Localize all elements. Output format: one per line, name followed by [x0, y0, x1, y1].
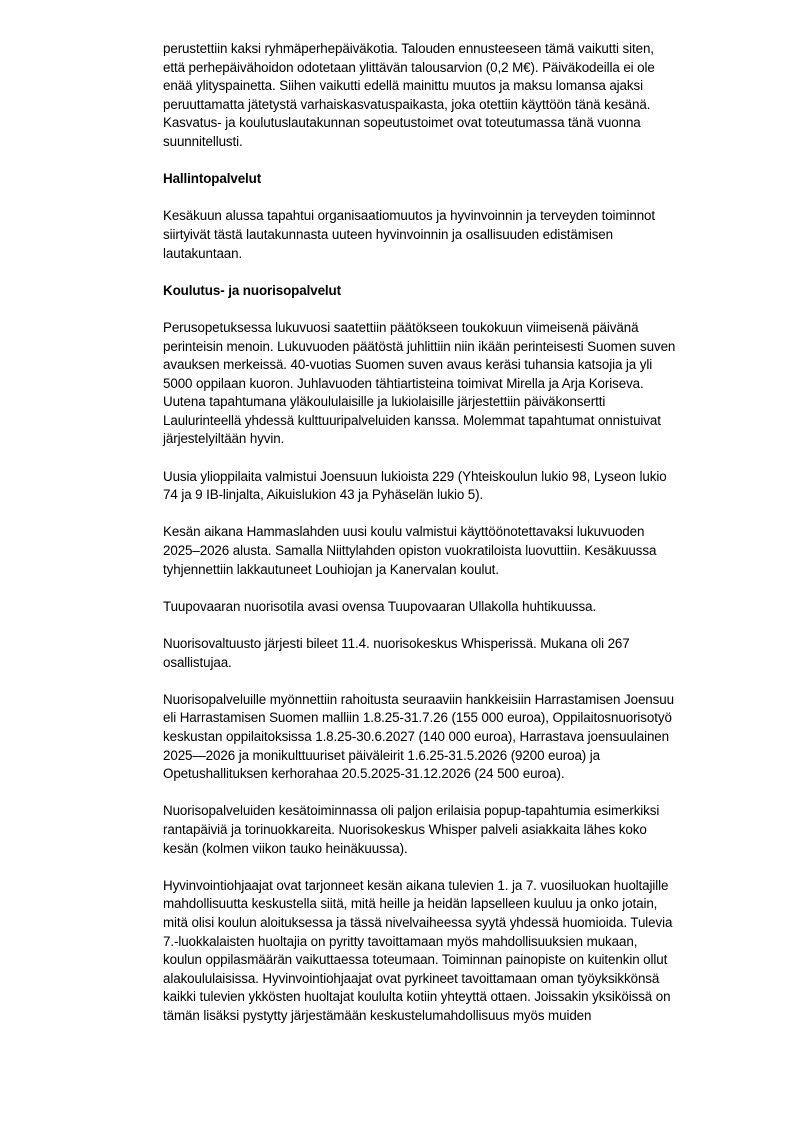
text-line: suunnitellusti. — [163, 133, 243, 149]
text-line: 2025–2026 alusta. Samalla Niittylahden opiston vuokratiloista luovuttiin. Kesäkuussa — [163, 543, 657, 559]
text-line: Laulurinteellä yhdessä kulttuuripalveluiden kanssa. Molemmat tapahtumat onnistuivat — [163, 412, 661, 428]
paragraph-kesatoiminta — [163, 802, 763, 858]
paragraph-hammaslahden-koulu — [163, 523, 763, 579]
text-line: osallistujaa. — [163, 654, 232, 670]
text-line: Kesän aikana Hammaslahden uusi koulu valmistui käyttöönotettavaksi lukuvuoden — [163, 524, 645, 540]
text-line: Uutena tapahtumana yläkoululaisille ja lukiolaisille järjestettiin päiväkonsertti — [163, 394, 606, 410]
text-line: Hyvinvointiohjaajat ovat tarjonneet kesän aikana tulevien 1. ja 7. vuosiluokan huoltajille — [163, 877, 669, 893]
text-line: Uusia ylioppilaita valmistui Joensuun lukioista 229 (Yhteiskoulun lukio 98, Lyseon lukio — [163, 468, 667, 484]
text-line: avauksen merkeissä. 40-vuotias Suomen suven avaus keräsi tuhansia katsojia ja yli — [163, 357, 653, 373]
text-line: perustettiin kaksi ryhmäperhepäiväkotia. Talouden ennusteeseen tämä vaikutti siten, — [163, 41, 654, 56]
text-line: Nuorisovaltuusto järjesti bileet 11.4. nuorisokeskus Whisperissä. Mukana oli 267 — [163, 636, 630, 651]
text-line: että perhepäivähoidon odotetaan ylittävän talousarvion (0,2 M€). Päiväkodeilla ei ole — [163, 59, 655, 75]
text-line: 7.-luokkalaisten huoltajia on pyritty tavoittamaan myös mahdollisuuksien mukaan, — [163, 933, 638, 949]
text-line: koulun oppilasmäärän vaikuttaessa toteumaan. Toiminnan painopiste on kuitenkin ollut — [163, 952, 668, 968]
text-line: kesän (kolmen viikon tauko heinäkuussa). — [163, 840, 408, 856]
text-line: rantapäiviä ja torinuokkareita. Nuorisokeskus Whisper palveli asiakkaita lähes koko — [163, 821, 647, 837]
paragraph-ryhmaperhepaivakodit — [163, 40, 763, 152]
text-line: perinteisin menoin. Lukuvuoden päätöstä juhlittiin niin ikään perinteisesti Suomen suven — [163, 338, 676, 354]
section-heading-hallintopalvelut: Hallintopalvelut — [163, 171, 262, 187]
text-line: eli Harrastamisen Suomen malliin 1.8.25-31.7.26 (155 000 euroa), Oppilaitosnuorisotyö — [163, 710, 672, 726]
text-line: enää ylityspainetta. Siihen vaikutti edellä mainittu muutos ja maksu lomansa ajaksi — [163, 78, 643, 94]
text-line: tyhjennettiin lakkautuneet Louhiojan ja Kanervalan koulut. — [163, 561, 499, 577]
text-line: Nuorisopalveluiden kesätoiminnassa oli paljon erilaisia popup-tapahtumia esimerkiksi — [163, 803, 660, 819]
text-line: Tuupovaaran nuorisotila avasi ovensa Tuupovaaran Ullakolla huhtikuussa. — [163, 598, 597, 614]
text-line: 5000 oppilaan kuoron. Juhlavuoden tähtiartisteina toimivat Mirella ja Arja Koriseva. — [163, 375, 644, 391]
paragraph-rahoitus — [163, 691, 763, 784]
text-line: Kesäkuun alussa tapahtui organisaatiomuutos ja hyvinvoinnin ja terveyden toiminnot — [163, 208, 656, 224]
text-line: mitä olisi koulun aloituksessa ja tässä nivelvaiheessa syytä yhdessä huomioida. Tulevia — [163, 914, 673, 930]
section-heading-koulutus-nuorisopalvelut: Koulutus- ja nuorisopalvelut — [163, 282, 341, 298]
paragraph-hyvinvointiohjaajat — [163, 877, 763, 1026]
text-line: kaikki tulevien ykkösten huoltajat koululta kotiin yhteyttä ottaen. Joissakin yksiköissä on — [163, 989, 671, 1005]
text-line: mahdollisuutta keskustella siitä, mitä heille ja heidän lapselleen kuuluu ja onko jotain, — [163, 896, 658, 912]
paragraph-perusopetus — [163, 319, 763, 449]
text-line: Kasvatus- ja koulutuslautakunnan sopeutustoimet ovat toteutumassa tänä vuonna — [163, 115, 641, 131]
paragraph-organisaatiomuutos — [163, 207, 763, 263]
text-line: peruuttamatta jätetystä varhaiskasvatuspaikasta, joka otettiin käyttöön tänä kesänä. — [163, 96, 651, 112]
paragraph-ylioppilaat — [163, 468, 763, 505]
text-line: Nuorisopalveluille myönnettiin rahoitusta seuraaviin hankkeisiin Harrastamisen Joensuu — [163, 691, 674, 707]
text-line: Perusopetuksessa lukuvuosi saatettiin päätökseen toukokuun viimeisenä päivänä — [163, 319, 639, 335]
text-line: siirtyivät tästä lautakunnasta uuteen hyvinvoinnin ja osallisuuden edistämisen — [163, 226, 613, 242]
text-line: 2025—2026 ja monikulttuuriset päiväleirit 1.6.25-31.5.2026 (9200 euroa) ja — [163, 747, 601, 763]
paragraph-nuorisovaltuusto — [163, 635, 763, 672]
text-line: tämän lisäksi pystytty järjestämään keskustelumahdollisuus myös muiden — [163, 1007, 592, 1023]
text-line: järjestelyiltään hyvin. — [163, 431, 285, 447]
text-line: keskustan oppilaitoksissa 1.8.25-30.6.2027 (140 000 euroa), Harrastava joensuulainen — [163, 728, 669, 744]
document-page — [163, 40, 763, 1044]
text-line: lautakuntaan. — [163, 245, 243, 261]
text-line: alakoululaisissa. Hyvinvointiohjaajat ovat pyrkineet tavoittamaan oman työyksikkönsä — [163, 970, 660, 986]
text-line: 74 ja 9 IB-linjalta, Aikuislukion 43 ja Pyhäselän lukio 5). — [163, 487, 484, 503]
paragraph-tuupovaara — [163, 598, 763, 617]
text-line: Opetushallituksen kerhorahaa 20.5.2025-31.12.2026 (24 500 euroa). — [163, 766, 565, 782]
